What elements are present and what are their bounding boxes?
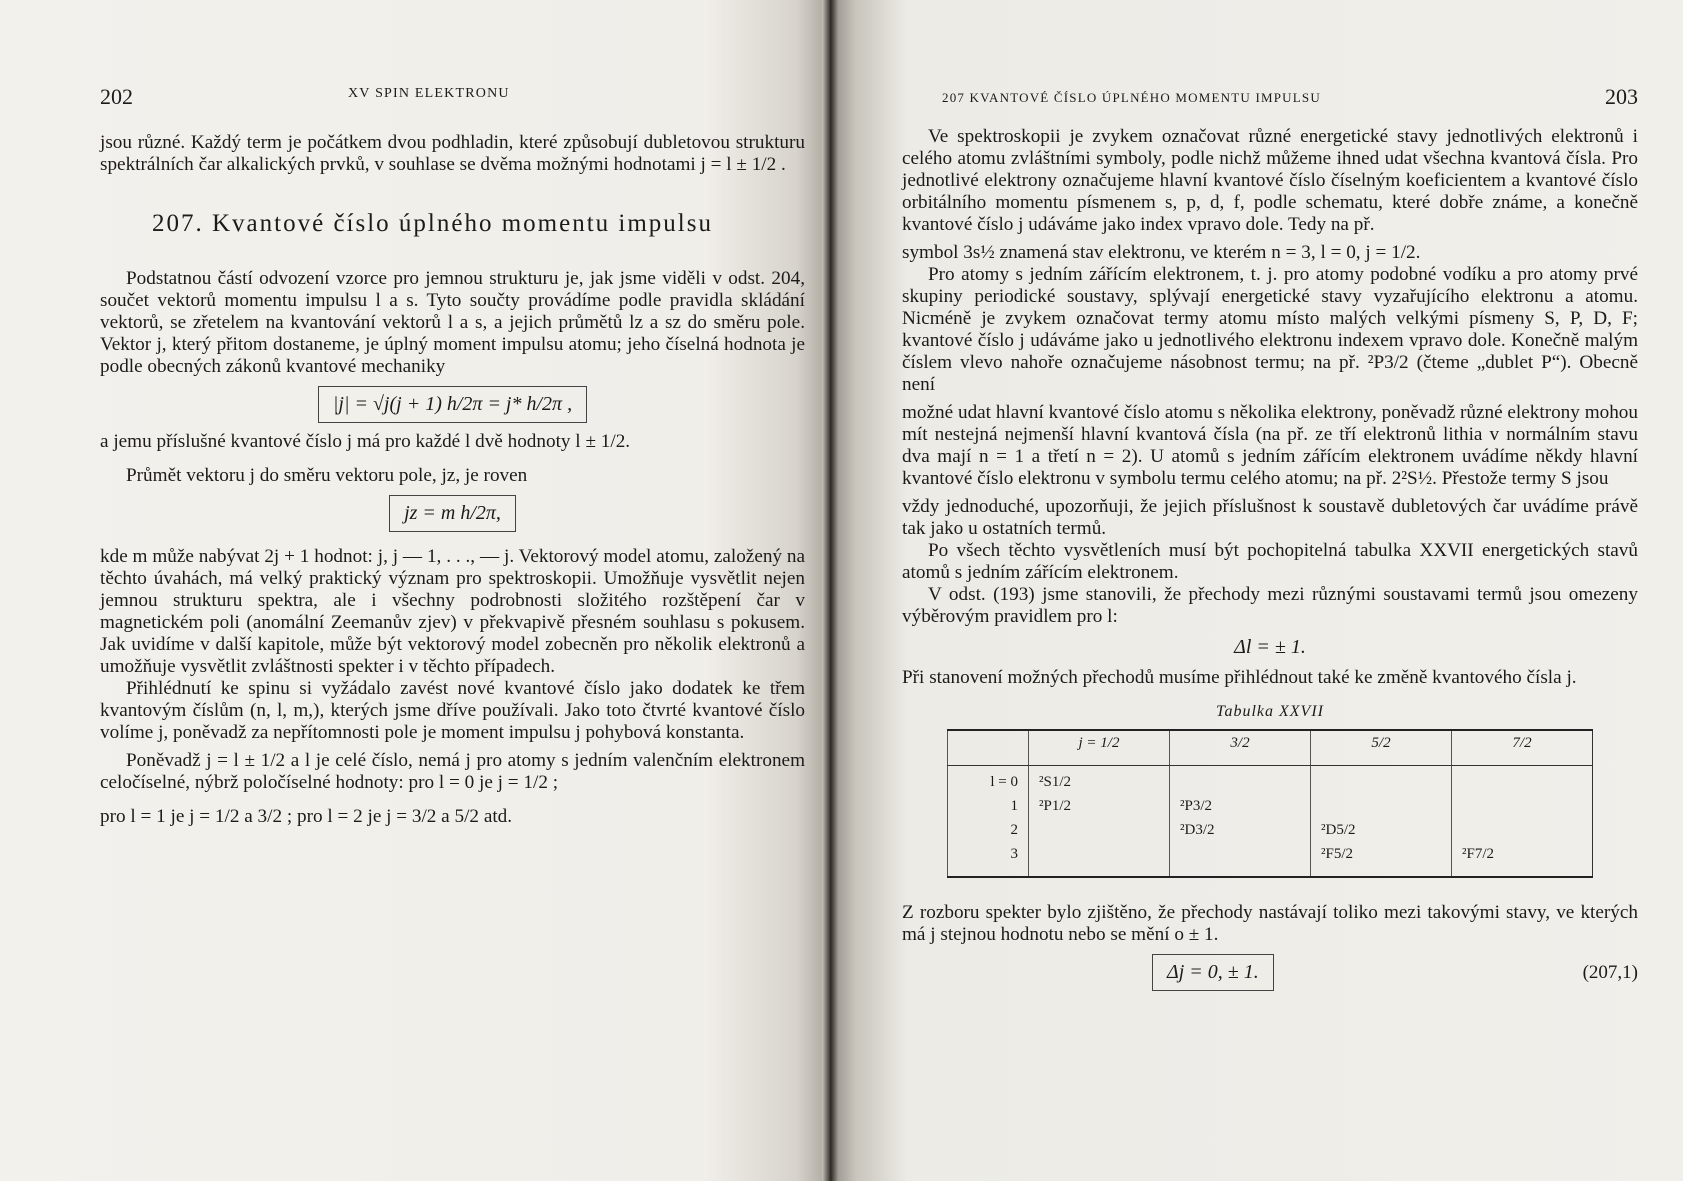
table-header-cell: 3/2 <box>1170 730 1311 766</box>
right-running-head <box>902 80 1638 120</box>
left-paragraph-7: pro l = 1 je j = 1/2 a 3/2 ; pro l = 2 je j = 3/2 a 5/2 atd. <box>100 806 513 827</box>
left-equation-2 <box>100 487 805 540</box>
left-equation-2-text: jz = m h/2π, <box>389 495 516 532</box>
left-equation-1 <box>100 378 805 431</box>
left-equation-1-text: |j| = √j(j + 1) h/2π = j* h/2π , <box>318 386 587 423</box>
right-paragraph-6: Po všech těchto vysvětleních musí být pochopitelná tabulka XXVII energetických stavů atomů s jedním zářícím elektronem. <box>902 540 1638 583</box>
table-header-row <box>948 730 1593 766</box>
right-paragraph-3: Pro atomy s jedním zářícím elektronem, t. j. pro atomy podobné vodíku a pro atomy prvé skupiny periodické soustavy, splývají energetické stavy vyzařujícího elektronu a atomu. Nicméně je zvykem označovat termy atomu místo malých velkými písmeny S, P, D, F; kvantové číslo j udáváme jako u jednotlivého elektronu indexem vpravo dole. Konečně malým číslem vlevo nahoře označujeme násobnost termu; na př. ²P3/2 (čteme „dublet P“). Obecně není <box>902 264 1638 395</box>
right-page <box>830 0 1683 1181</box>
right-equation-2-row <box>902 946 1638 999</box>
table-caption: Tabulka XXVII <box>1216 703 1324 720</box>
right-page-content <box>902 80 1638 999</box>
right-paragraph-5: vždy jednoduché, upozorňuji, že jejich příslušnost k soustavě dubletových čar uvádíme právě tak jako u ostatních termů. <box>902 496 1638 539</box>
table-cell: ²D5/2 <box>1321 822 1356 838</box>
table-header-cell: 7/2 <box>1452 730 1593 766</box>
right-equation-1: Δl = ± 1. <box>1234 636 1306 658</box>
table-header-cell: 5/2 <box>1311 730 1452 766</box>
right-page-number: 203 <box>1605 84 1638 109</box>
table-cell: ²P3/2 <box>1180 798 1213 814</box>
table-row-label: 3 <box>1010 846 1018 862</box>
right-equation-2 <box>902 946 1274 999</box>
right-paragraph-2: symbol 3s½ znamená stav elektronu, ve kterém n = 3, l = 0, j = 1/2. <box>902 242 1421 263</box>
equation-number: (207,1) <box>1582 961 1638 983</box>
table-header-cell: j = 1/2 <box>1029 730 1170 766</box>
left-paragraph-5: Přihlédnutí ke spinu si vyžádalo zavést nové kvantové číslo jako dodatek ke třem kvantovým číslům (n, l, m,), kterých jsme dříve používali. Jako toto čtvrté kvantové číslo volíme j, poněvadž za nepřítomnosti pole je moment impulsu j pohybová konstanta. <box>100 678 805 743</box>
table-row-label: 2 <box>1010 822 1018 838</box>
table-row-label: l = 0 <box>990 774 1018 790</box>
left-running-title: XV SPIN ELEKTRONU <box>348 86 510 101</box>
table-header-cell <box>948 730 1029 766</box>
table-cell: ²F5/2 <box>1321 846 1354 862</box>
table-cell: ²S1/2 <box>1039 774 1072 790</box>
book-gutter <box>822 0 838 1181</box>
right-paragraph-4: možné udat hlavní kvantové číslo atomu s několika elektrony, poněvadž různé elektrony mohou mít nestejná nejmenší hlavní kvantová čísla (na př. ze tří elektronů lithia v normálním stavu dva mají n = 1 a třetí n = 2). U atomů s jedním zářícím elektronem uvádíme někdy hlavní kvantové číslo elektronu v symbolu termu celého atomu; na př. 2²S½. Přestože termy S jsou <box>902 402 1638 489</box>
left-paragraph-1: Podstatnou částí odvození vzorce pro jemnou strukturu je, jak jsme viděli v odst. 204, součet vektorů momentu impulsu l a s. Tyto součty provádíme podle pravidla skládání vektorů, se zřetelem na kvantování vektorů l a s, a jejich průmětů lz a sz do směru pole. Vektor j, který přitom dostaneme, je úplný moment impulsu atomu; jeho číselná hodnota je podle obecných zákonů kvantové mechaniky <box>100 268 805 377</box>
table-col-j-3-2 <box>1170 766 1311 878</box>
left-paragraph-3: Průmět vektoru j do směru vektoru pole, jz, je roven <box>126 465 528 486</box>
table-cell: ²D3/2 <box>1180 822 1215 838</box>
term-table <box>947 729 1593 878</box>
right-paragraph-9: Z rozboru spekter bylo zjištěno, že přechody nastávají toliko mezi takovými stavy, ve kterých má j stejnou hodnotu nebo se mění o ± 1. <box>902 902 1638 945</box>
left-running-head <box>100 80 805 120</box>
table-col-j-1-2 <box>1029 766 1170 878</box>
table-col-j-5-2 <box>1311 766 1452 878</box>
table-row-labels <box>948 766 1029 878</box>
left-paragraph-2: a jemu příslušné kvantové číslo j má pro každé l dvě hodnoty l ± 1/2. <box>100 431 631 452</box>
table-cell: ²P1/2 <box>1039 798 1072 814</box>
left-page <box>0 0 830 1181</box>
left-intro-paragraph: jsou různé. Každý term je počátkem dvou podhladin, které způsobují dubletovou strukturu spektrálních čar alkalických prvků, v souhlase se dvěma možnými hodnotami j = l ± 1/2 . <box>100 132 805 175</box>
left-paragraph-6: Poněvadž j = l ± 1/2 a l je celé číslo, nemá j pro atomy s jedním valenčním elektronem celočíselné, nýbrž poločíselné hodnoty: pro l = 0 je j = 1/2 ; <box>100 750 805 793</box>
left-page-content <box>100 80 805 828</box>
left-paragraph-4: kde m může nabývat 2j + 1 hodnot: j, j — 1, . . ., — j. Vektorový model atomu, založený na těchto úvahách, má velký praktický význam pro spektroskopii. Umožňuje vysvětlit nejen jemnou strukturu spektra, ale i všechny podrobnosti složitého rozštěpení čar v magnetickém poli (anomální Zeemanův zjev) v překvapivě přesném souhlasu s pokusem. Jak uvidíme v další kapitole, může být vektorový model zobecněn pro několik elektronů a umožňuje vysvětlit zvláštnosti spekter i v těchto případech. <box>100 546 805 677</box>
right-running-title: 207 KVANTOVÉ ČÍSLO ÚPLNÉHO MOMENTU IMPULSU <box>942 90 1321 105</box>
right-paragraph-8: Při stanovení možných přechodů musíme přihlédnout také ke změně kvantového čísla j. <box>902 667 1577 688</box>
table-cell: ²F7/2 <box>1462 846 1495 862</box>
table-body-row <box>948 766 1593 878</box>
table-col-j-7-2 <box>1452 766 1593 878</box>
right-paragraph-7: V odst. (193) jsme stanovili, že přechody mezi různými soustavami termů jsou omezeny výběrovým pravidlem pro l: <box>902 584 1638 627</box>
table-row-label: 1 <box>1010 798 1018 814</box>
section-title: 207. Kvantové číslo úplného momentu impulsu <box>152 210 713 237</box>
right-equation-2-text: Δj = 0, ± 1. <box>1152 954 1274 991</box>
right-paragraph-1: Ve spektroskopii je zvykem označovat různé energetické stavy jednotlivých elektronů i celého atomu zvláštními symboly, podle nichž můžeme ihned udat všechna kvantová čísla. Pro jednotlivé elektrony označujeme hlavní kvantové číslo číselným koeficientem a kvantové číslo orbitálního momentu písmenem s, p, d, f, podle schematu, které dobře známe, a konečně kvantové číslo j udáváme jako index vpravo dole. Tedy na př. <box>902 126 1638 235</box>
left-page-number: 202 <box>100 84 133 109</box>
